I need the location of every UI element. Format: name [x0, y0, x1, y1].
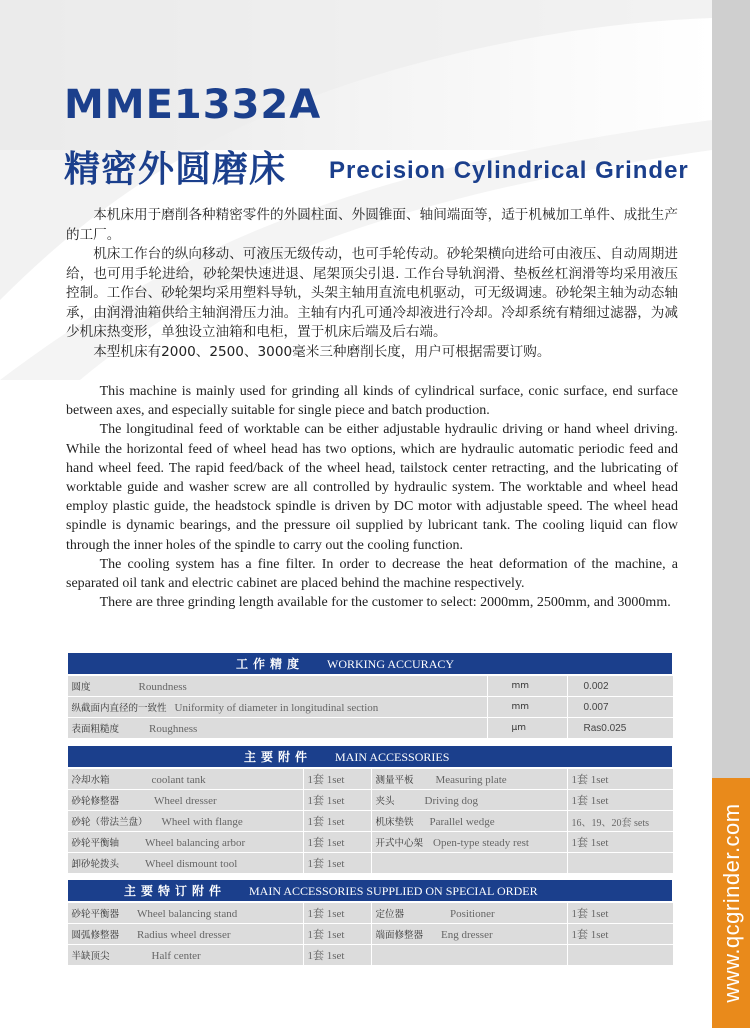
table-row [67, 718, 673, 739]
item-cn: 卸砂轮拨头 [71, 859, 120, 870]
item-en: Open-type steady rest [433, 837, 529, 849]
item-en: Wheel dismount tool [145, 858, 238, 870]
item-value: Ras0.025 [567, 718, 673, 739]
item-unit: μm [487, 718, 567, 739]
intro-cn-paragraph: 机床工作台的纵向移动、可液压无级传动，也可手轮传动。砂轮架横向进给可由液压、自动周期进给，也可用手轮进给，砂轮架快速进退、尾架顶尖引退. 工作台导轨润滑、垫板丝杠润滑等均采用液压控制。工作台、砂轮架均采用塑料导轨，头架主轴用直流电机驱动，可无级调速。砂轮架主轴为动态轴承，由润滑油箱供给主轴润滑压力油。主轴有内孔可通冷却液进行冷却。冷却系统有精细过滤器，为减少机床热变形，单独设立油箱和电柜，置于机床后端及后右端。 [66, 246, 678, 340]
item-en: Roughness [149, 723, 198, 735]
item-qty: 1套 1set [303, 768, 371, 790]
item-cn: 夹头 [375, 796, 395, 807]
item-qty: 1套 1set [303, 811, 371, 832]
item-en: Wheel balancing stand [137, 908, 238, 920]
item-en: Measuring plate [435, 774, 507, 786]
item-en: Half center [151, 950, 201, 962]
table-row [67, 924, 673, 945]
intro-cn-paragraph: 本机床用于磨削各种精密零件的外圆柱面、外圆锥面、轴间端面等，适于机械加工单件、成批生产的工厂。 [66, 207, 678, 243]
table-row [67, 945, 673, 966]
section-title-cn: 工作精度 [236, 657, 305, 671]
item-en: Driving dog [424, 795, 478, 807]
item-en: Eng dresser [441, 929, 493, 941]
table-row [67, 853, 673, 874]
item-qty: 1套 1set [303, 902, 371, 924]
item-qty: 1套 1set [567, 832, 673, 853]
item-cn: 端面修整器 [375, 930, 424, 941]
item-qty: 1套 1set [303, 924, 371, 945]
item-qty: 1套 1set [567, 768, 673, 790]
item-qty: 1套 1set [303, 945, 371, 966]
table-row [67, 675, 673, 697]
item-en: Wheel dresser [154, 795, 217, 807]
table-header [67, 879, 673, 902]
intro-en-paragraph: There are three grinding length available for the customer to select: 2000mm, 2500mm, and 3000mm. [99, 595, 671, 611]
table-row [67, 902, 673, 924]
item-en: Wheel balancing arbor [145, 837, 246, 849]
intro-chinese [66, 206, 678, 362]
empty-cell [567, 945, 673, 966]
special-accessories-table [66, 878, 674, 966]
item-unit: mm [487, 675, 567, 697]
item-cn: 冷却水箱 [71, 775, 110, 786]
item-en: Positioner [450, 908, 495, 920]
section-title-en: MAIN ACCESSORIES [335, 750, 450, 764]
item-en: coolant tank [151, 774, 206, 786]
item-qty: 1套 1set [567, 924, 673, 945]
item-en: Parallel wedge [429, 816, 495, 828]
item-en: Wheel with flange [161, 816, 243, 828]
item-cn: 半缺顶尖 [71, 951, 110, 962]
table-row [67, 811, 673, 832]
title-english: Precision Cylindrical Grinder [329, 157, 689, 184]
site-url[interactable]: www.qcgrinder.com [719, 803, 744, 1003]
section-title-cn: 主要特订附件 [124, 884, 227, 898]
item-value: 0.007 [567, 697, 673, 718]
intro-en-paragraph: This machine is mainly used for grinding all kinds of cylindrical surface, conic surface, end surface between axes, and especially suitable for single piece and batch production. [66, 384, 678, 419]
item-cn: 圆弧修整器 [71, 930, 120, 941]
empty-cell [371, 853, 567, 874]
item-cn: 表面粗糙度 [71, 724, 120, 735]
item-cn: 砂轮平衡器 [71, 909, 120, 920]
item-qty: 1套 1set [567, 902, 673, 924]
intro-en-paragraph: The longitudinal feed of worktable can be either adjustable hydraulic driving or hand wheel driving. While the horizontal feed of wheel head has two options, which are hydraulic automatic periodic feed and hand wheel feed. The rapid feed/back of the wheel head, tailstock center retracting, and the lubricating of worktable guide and washer screw are all controlled by hydraulic system. The worktable and wheel head employ plastic guide, the headstock spindle is driven by DC motor with adjustable speed. The wheel head spindle is dynamic bearings, and the pressure oil supplied by lubricant tank. The cooling liquid can flow through the inner holes of the spindle to carry out the cooling function. [66, 422, 678, 553]
intro-en-paragraph: The cooling system has a fine filter. In order to decrease the heat deformation of the machine, a separated oil tank and electric cabinet are placed behind the machine respectively. [66, 556, 678, 592]
section-title-en: MAIN ACCESSORIES SUPPLIED ON SPECIAL ORDER [249, 884, 538, 898]
item-cn: 圆度 [71, 682, 91, 693]
item-cn: 机床垫铁 [375, 817, 414, 828]
item-cn: 定位器 [375, 909, 405, 920]
working-accuracy-table [66, 651, 674, 739]
item-en: Roundness [138, 681, 187, 693]
item-en: Uniformity of diameter in longitudinal section [174, 702, 379, 714]
table-row [67, 768, 673, 790]
table-header [67, 745, 673, 768]
empty-cell [371, 945, 567, 966]
section-title-cn: 主要附件 [244, 750, 313, 764]
item-qty: 16、19、20套 sets [567, 811, 673, 832]
model-number: MME1332A [64, 82, 322, 128]
intro-english [66, 382, 678, 612]
intro-cn-paragraph: 本型机床有2000、2500、3000毫米三种磨削长度，用户可根据需要订购。 [93, 343, 551, 360]
item-cn: 砂轮平衡轴 [71, 838, 120, 849]
item-qty: 1套 1set [303, 790, 371, 811]
item-value: 0.002 [567, 675, 673, 697]
table-header [67, 652, 673, 675]
table-row [67, 790, 673, 811]
item-cn: 开式中心架 [375, 838, 424, 849]
item-unit: mm [487, 697, 567, 718]
main-accessories-table [66, 744, 674, 874]
item-en: Radius wheel dresser [137, 929, 231, 941]
item-cn: 测量平板 [375, 775, 414, 786]
item-qty: 1套 1set [303, 832, 371, 853]
table-row [67, 697, 673, 718]
item-cn: 砂轮（带法兰盘） [71, 817, 148, 828]
section-title-en: WORKING ACCURACY [327, 657, 455, 671]
table-row [67, 832, 673, 853]
item-cn: 砂轮修整器 [71, 796, 120, 807]
item-qty: 1套 1set [567, 790, 673, 811]
item-qty: 1套 1set [303, 853, 371, 874]
item-cn: 纵截面内直径的一致性 [71, 703, 167, 714]
title-chinese: 精密外圆磨床 [64, 149, 287, 190]
empty-cell [567, 853, 673, 874]
